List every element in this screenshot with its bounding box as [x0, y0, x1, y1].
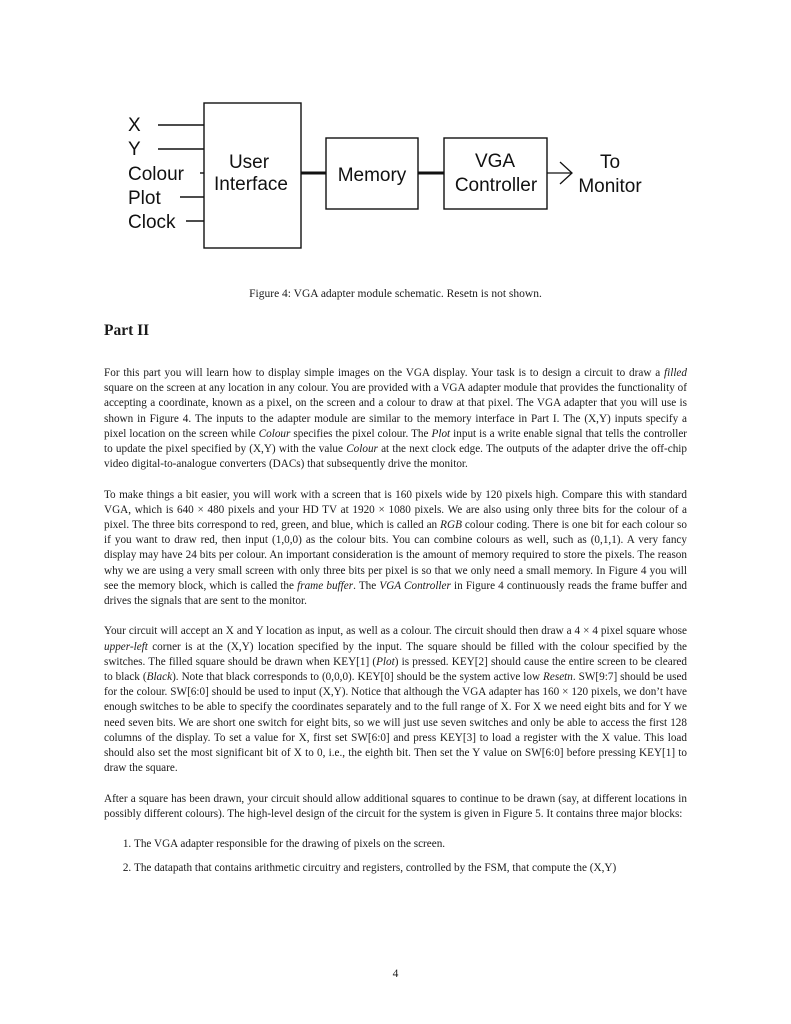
input-label-y: Y	[128, 139, 141, 160]
paragraph-3: Your circuit will accept an X and Y location as input, as well as a colour. The circuit should then draw a 4 × 4 pixel square whose upper-left corner is at the (X,Y) location specified by the input. The square should be filled with the colour specified by the switches. The filled square should be drawn when KEY[1] (Plot) is pressed. KEY[2] should cause the entire screen to be cleared to black (Black). Note that black corresponds to (0,0,0). KEY[0] should be the system active low Resetn. SW[9:7] should be used for the colour. SW[6:0] should be used to input (X,Y). Notice that although the VGA adapter has 160 × 120 pixels, we don’t have enough switches to be able to specify the coordinates separately and to the full range of X. For X we need eight bits and for Y we need seven bits. We are short one switch for eight bits, so we will just use seven switches and only be able to access the first 128 columns of the display. To set a value for X, first set SW[6:0] and press KEY[3] to load a register with the X value. This load should also set the most significant bit of X to 0, i.e., the eighth bit. Then set the Y value on SW[6:0] before pressing KEY[1] to draw the square.	[104, 625, 687, 775]
output-label-2: Monitor	[578, 176, 642, 197]
vga-controller-label-1: VGA	[474, 151, 516, 172]
input-label-clock: Clock	[128, 212, 176, 233]
body-text	[104, 366, 687, 886]
user-interface-label-2: Interface	[214, 174, 288, 195]
input-label-plot: Plot	[128, 188, 161, 209]
section-heading: Part II	[104, 322, 150, 339]
input-label-colour: Colour	[128, 164, 184, 185]
paragraph-1: For this part you will learn how to display simple images on the VGA display. Your task is to design a circuit to draw a filled square on the screen at any location in any colour. You are provided with a VGA adapter module that provides the functionality of accepting a coordinate, known as a pixel, on the screen and a colour to draw at that pixel. The VGA adapter that you will use is shown in Figure 4. The inputs to the adapter module are similar to the memory interface in Part I. The (X,Y) inputs specify a pixel location on the screen while Colour specifies the pixel colour. The Plot input is a write enable signal that tells the controller to update the pixel specified by (X,Y) with the value Colour at the next clock edge. The outputs of the adapter drive the off-chip video digital-to-analogue converters (DACs) that subsequently drive the monitor.	[104, 367, 688, 471]
output-arrow-icon	[547, 162, 572, 184]
paragraph-4: After a square has been drawn, your circuit should allow additional squares to continue to be drawn (say, at different locations in possibly different colours). The high-level design of the circuit for the system is given in Figure 5. It contains three major blocks:	[104, 792, 687, 820]
vga-controller-label-2: Controller	[454, 175, 538, 196]
list-item: 1. The VGA adapter responsible for the drawing of pixels on the screen.	[134, 837, 687, 852]
figure-caption: Figure 4: VGA adapter module schematic. Resetn is not shown.	[249, 288, 542, 300]
paragraph-2: To make things a bit easier, you will work with a screen that is 160 pixels wide by 120 pixels high. Compare this with standard VGA, which is 640 × 480 pixels and your HD TV at 1920 × 1080 pixels. We are also using only three bits for the colour of a pixel. The three bits correspond to red, green, and blue, which is called an RGB colour coding. There is one bit for each colour so if you want to draw red, then input (1,0,0) as the colour bits. You can combine colours as well, such as (0,1,1). A very fancy display may have 24 bits per colour. An important consideration is the amount of memory required to store the pixels. The reason why we are using a very small screen with only three bits per pixel is so that we only need a small memory. In Figure 4 you will see the memory block, which is called the frame buffer. The VGA Controller in Figure 4 continuously reads the frame buffer and drives the signals that are sent to the monitor.	[104, 488, 688, 608]
vga-controller-block	[444, 138, 547, 209]
input-label-x: X	[128, 115, 141, 136]
list-item: 2. The datapath that contains arithmetic circuitry and registers, controlled by the FSM, that compute the (X,Y)	[134, 861, 687, 876]
memory-label: Memory	[337, 165, 407, 186]
vga-adapter-schematic	[0, 0, 791, 260]
block-list	[104, 837, 687, 876]
user-interface-label-1: User	[228, 152, 270, 173]
output-label-1: To	[599, 152, 621, 173]
page-number: 4	[392, 968, 399, 980]
